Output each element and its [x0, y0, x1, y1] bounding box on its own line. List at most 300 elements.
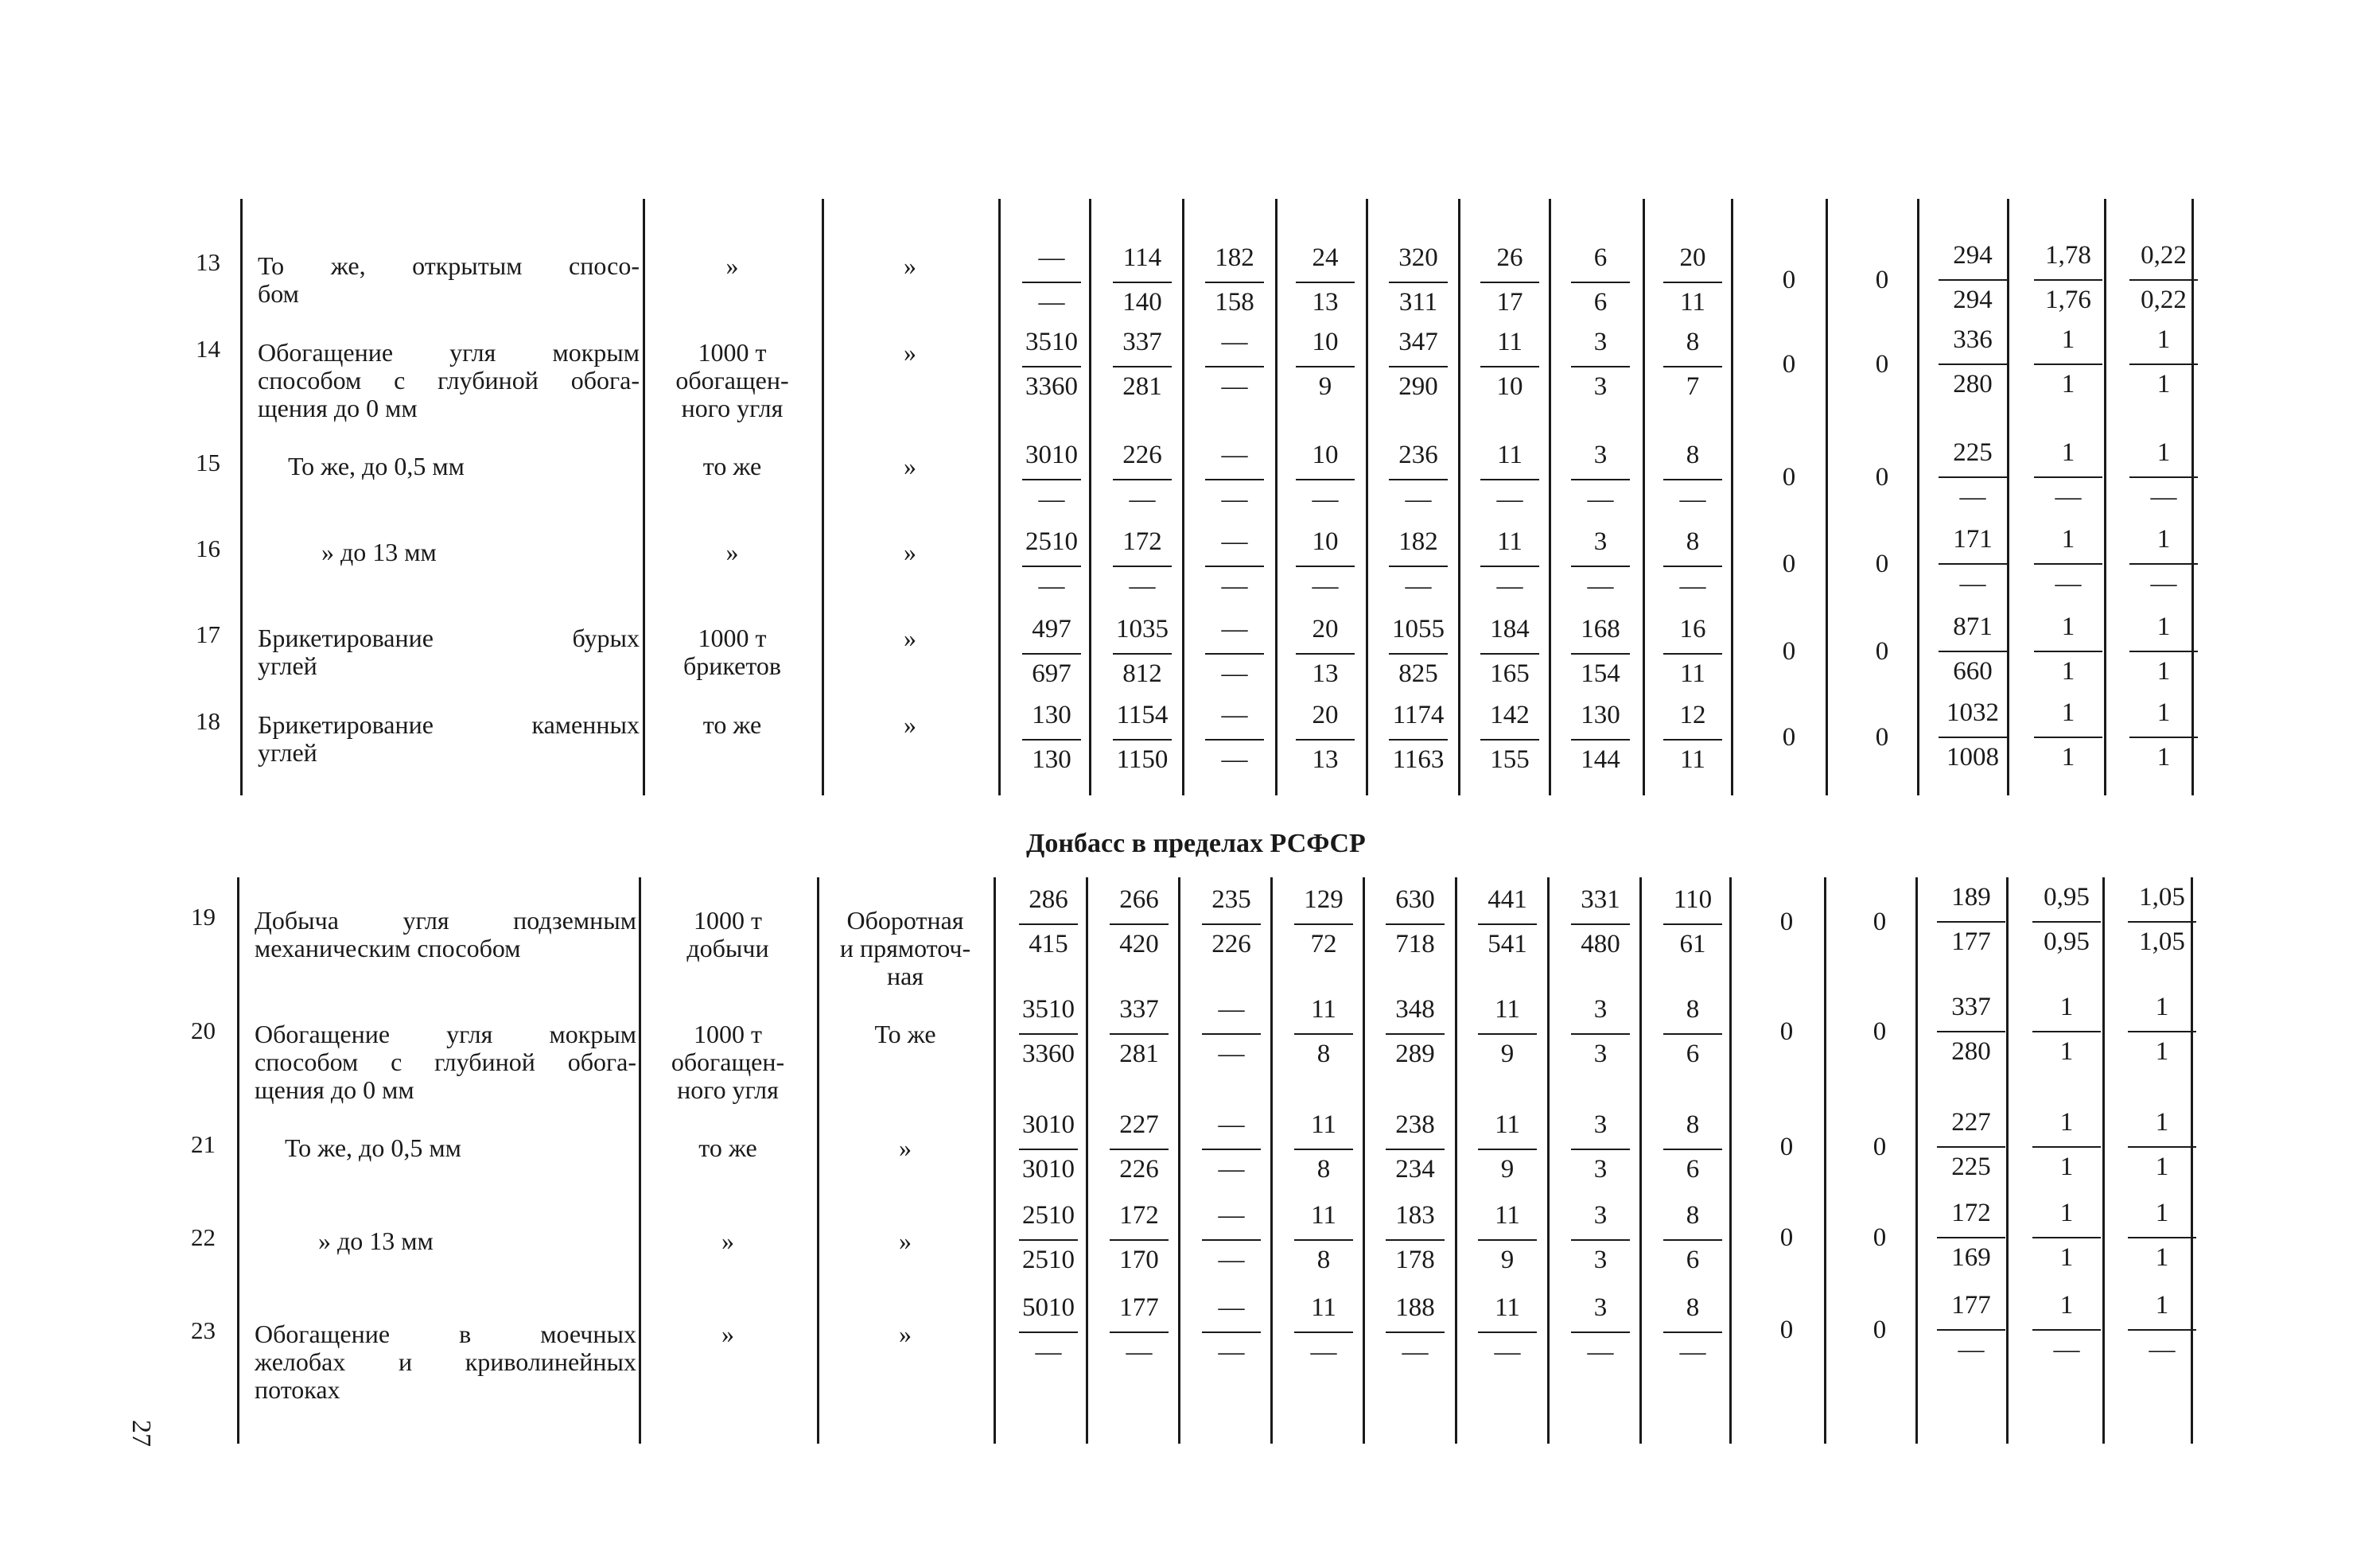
fraction-denominator: — [1959, 483, 1986, 511]
fraction-cell [1095, 616, 1190, 702]
fraction-numerator: 1 [2059, 993, 2074, 1021]
fraction-bar [1480, 282, 1539, 283]
fraction-cell [1645, 442, 1740, 528]
fraction-denominator: 1 [2155, 1243, 2169, 1272]
supply-mode-cell [822, 339, 998, 367]
fraction-bar [1663, 1239, 1722, 1241]
fraction-bar [1571, 1033, 1630, 1035]
fraction-cell [2114, 1200, 2210, 1286]
zero-value: 0 [1872, 1133, 1887, 1161]
fraction-denominator: 234 [1395, 1155, 1435, 1184]
fraction-denominator: — [1129, 572, 1156, 601]
fraction-bar [1571, 739, 1630, 741]
fraction-cell [2116, 327, 2211, 413]
fraction-cell [1645, 616, 1740, 702]
fraction-denominator: 1 [2061, 743, 2075, 772]
unit-line: добычи [686, 934, 769, 962]
column-rule [240, 199, 243, 795]
fraction-bar [2034, 737, 2102, 738]
fraction-bar [1389, 282, 1448, 283]
fraction-bar [1202, 1033, 1261, 1035]
row-number: 19 [191, 903, 216, 931]
fraction-denominator: 3010 [1022, 1155, 1075, 1184]
fraction-numerator: 225 [1953, 438, 1993, 467]
fraction-numerator: 3 [1593, 1110, 1608, 1139]
fraction-bar [1571, 1331, 1630, 1333]
supply-mode-line: » [899, 1320, 912, 1348]
fraction-denominator: — [1587, 1338, 1614, 1366]
fraction-cell [1645, 529, 1740, 615]
row-number: 20 [191, 1017, 216, 1044]
fraction-denominator: 294 [1953, 286, 1993, 314]
fraction-cell [1462, 442, 1558, 528]
fraction-denominator: 13 [1312, 659, 1339, 688]
fraction-bar [1478, 1149, 1537, 1150]
fraction-bar [2128, 1329, 2196, 1331]
operation-name [258, 624, 640, 680]
fraction-cell [1278, 702, 1373, 788]
fraction-cell [1001, 997, 1096, 1083]
fraction-numerator: 8 [1686, 328, 1700, 356]
fraction-cell [1187, 442, 1282, 528]
zero-value: 0 [1782, 550, 1796, 578]
fraction-numerator: 8 [1686, 527, 1700, 556]
fraction-bar [1022, 282, 1081, 283]
fraction-cell [1925, 700, 2020, 786]
zero-value: 0 [1779, 1133, 1794, 1161]
fraction-numerator: 1 [2155, 1108, 2169, 1137]
fraction-bar [1019, 1331, 1078, 1333]
fraction-denominator: 3360 [1025, 372, 1078, 401]
fraction-numerator: 2510 [1025, 527, 1078, 556]
operation-name-line: » до 13 мм [318, 1227, 434, 1255]
fraction-numerator: 1 [2155, 1199, 2169, 1227]
fraction-denominator: 480 [1581, 930, 1620, 958]
unit-line: 1000 т [698, 338, 767, 367]
fraction-numerator: 3010 [1022, 1110, 1075, 1139]
fraction-denominator: 1163 [1392, 745, 1445, 774]
fraction-cell [2020, 700, 2116, 786]
fraction-numerator: 8 [1686, 441, 1700, 469]
zero-value: 0 [1782, 723, 1796, 752]
fraction-cell [1371, 529, 1466, 615]
fraction-denominator: 155 [1490, 745, 1530, 774]
fraction-numerator: 227 [1119, 1110, 1159, 1139]
fraction-bar [1113, 739, 1172, 741]
operation-name [258, 252, 640, 308]
supply-mode-line: » [904, 338, 916, 367]
fraction-denominator: 178 [1395, 1246, 1435, 1274]
fraction-denominator: — [2150, 483, 2177, 511]
fraction-bar [1937, 1329, 2005, 1331]
fraction-denominator: 1 [2059, 1153, 2074, 1181]
fraction-numerator: 1032 [1946, 698, 1999, 727]
fraction-numerator: 1,78 [2045, 241, 2091, 270]
fraction-numerator: 26 [1496, 243, 1523, 272]
fraction-denominator: 3 [1593, 1246, 1608, 1274]
fraction-denominator: 17 [1496, 288, 1523, 317]
fraction-cell [1004, 529, 1099, 615]
fraction-bar [1110, 1239, 1169, 1241]
fraction-cell [1276, 997, 1371, 1083]
fraction-bar [1205, 282, 1264, 283]
fraction-bar [1663, 1149, 1722, 1150]
fraction-cell [2116, 614, 2211, 700]
fraction-cell [1276, 1295, 1371, 1381]
fraction-denominator: — [1126, 1338, 1153, 1366]
fraction-bar [1389, 653, 1448, 655]
fraction-cell [1001, 1203, 1096, 1289]
zero-value: 0 [1782, 266, 1796, 294]
fraction-cell [1553, 702, 1648, 788]
unit-cell [643, 538, 822, 566]
fraction-cell [2020, 614, 2116, 700]
page-number: 27 [126, 1420, 156, 1447]
fraction-bar [1389, 566, 1448, 567]
zero-value: 0 [1779, 1316, 1794, 1344]
fraction-cell [1091, 997, 1187, 1083]
fraction-bar [1296, 653, 1355, 655]
fraction-cell [2019, 1110, 2114, 1195]
fraction-cell [1004, 702, 1099, 788]
operation-name-line: щения до 0 мм [255, 1075, 414, 1104]
unit-cell [639, 907, 817, 962]
fraction-denominator: 165 [1490, 659, 1530, 688]
fraction-bar [1937, 1031, 2005, 1032]
fraction-numerator: 172 [1119, 1201, 1159, 1230]
unit-line: то же [702, 452, 762, 480]
fraction-bar [1937, 1237, 2005, 1238]
fraction-cell [1278, 329, 1373, 415]
fraction-cell [1276, 1203, 1371, 1289]
fraction-bar [1478, 923, 1537, 925]
fraction-bar [2128, 1237, 2196, 1238]
fraction-cell [1001, 887, 1096, 973]
column-rule [1824, 877, 1826, 1444]
fraction-denominator: — [1038, 288, 1065, 317]
fraction-denominator: 6 [1686, 1246, 1700, 1274]
fraction-cell [1184, 997, 1279, 1083]
fraction-denominator: 10 [1496, 372, 1523, 401]
fraction-cell [1460, 1295, 1555, 1381]
fraction-denominator: — [2055, 483, 2082, 511]
fraction-numerator: 11 [1495, 1110, 1520, 1139]
fraction-numerator: 20 [1312, 701, 1339, 729]
fraction-denominator: 13 [1312, 745, 1339, 774]
fraction-denominator: 420 [1119, 930, 1159, 958]
fraction-cell [1925, 527, 2020, 612]
fraction-cell [1278, 529, 1373, 615]
fraction-numerator: 630 [1395, 885, 1435, 914]
fraction-numerator: 10 [1312, 527, 1339, 556]
row-number: 21 [191, 1130, 216, 1158]
fraction-bar [2032, 1237, 2101, 1238]
fraction-bar [1386, 1331, 1445, 1333]
fraction-denominator: 1 [2156, 743, 2171, 772]
fraction-cell [1278, 245, 1373, 331]
fraction-bar [1110, 1331, 1169, 1333]
fraction-cell [1091, 887, 1187, 973]
fraction-numerator: 3 [1593, 328, 1608, 356]
fraction-numerator: 337 [1122, 328, 1162, 356]
fraction-cell [2114, 884, 2210, 970]
fraction-bar [1294, 1149, 1353, 1150]
fraction-cell [2019, 1293, 2114, 1378]
fraction-denominator: — [1218, 1338, 1245, 1366]
fraction-bar [1939, 651, 2007, 652]
fraction-numerator: 337 [1951, 993, 1991, 1021]
zero-value: 0 [1872, 1316, 1887, 1344]
fraction-denominator: 3 [1593, 1155, 1608, 1184]
fraction-cell [2019, 994, 2114, 1080]
fraction-numerator: 3510 [1022, 995, 1075, 1024]
zero-value: 0 [1782, 637, 1796, 666]
fraction-numerator: — [1221, 441, 1248, 469]
fraction-cell [1923, 884, 2019, 970]
fraction-denominator: — [1038, 485, 1065, 514]
fraction-bar [1389, 479, 1448, 480]
fraction-numerator: 6 [1593, 243, 1608, 272]
fraction-denominator: — [1221, 659, 1248, 688]
fraction-denominator: 226 [1119, 1155, 1159, 1184]
fraction-cell [1645, 887, 1740, 973]
fraction-denominator: — [1959, 570, 1986, 598]
unit-line: брикетов [682, 651, 782, 680]
fraction-cell [1187, 329, 1282, 415]
fraction-bar [1939, 476, 2007, 478]
unit-cell [639, 1020, 817, 1104]
fraction-numerator: 1 [2061, 525, 2075, 554]
fraction-denominator: 8 [1316, 1246, 1331, 1274]
fraction-bar [1019, 923, 1078, 925]
fraction-bar [1205, 739, 1264, 741]
fraction-numerator: — [1221, 328, 1248, 356]
operation-name-line: Брикетирование каменных [258, 710, 640, 739]
fraction-bar [2128, 1146, 2196, 1148]
fraction-numerator: 11 [1497, 527, 1522, 556]
fraction-denominator: — [1221, 485, 1248, 514]
fraction-numerator: 266 [1119, 885, 1159, 914]
fraction-denominator: 280 [1951, 1037, 1991, 1066]
unit-cell [639, 1320, 817, 1348]
unit-cell [643, 624, 822, 680]
fraction-cell [1553, 245, 1648, 331]
fraction-denominator: 154 [1581, 659, 1620, 688]
fraction-numerator: — [1221, 615, 1248, 643]
fraction-denominator: — [1496, 572, 1523, 601]
fraction-cell [1462, 702, 1558, 788]
fraction-cell [1645, 702, 1740, 788]
fraction-numerator: 1 [2156, 525, 2171, 554]
fraction-bar [1571, 653, 1630, 655]
supply-mode-line: ная [886, 962, 924, 990]
fraction-numerator: 10 [1312, 328, 1339, 356]
operation-name-line: Обогащение в моечных [255, 1320, 636, 1348]
fraction-bar [1480, 739, 1539, 741]
fraction-denominator: — [1221, 745, 1248, 774]
fraction-bar [1937, 921, 2005, 923]
fraction-bar [1386, 1239, 1445, 1241]
fraction-denominator: — [1129, 485, 1156, 514]
fraction-cell [1187, 616, 1282, 702]
fraction-bar [1022, 653, 1081, 655]
fraction-bar [1022, 366, 1081, 367]
fraction-numerator: 189 [1951, 883, 1991, 912]
operation-name [255, 1134, 636, 1162]
fraction-cell [1645, 1112, 1740, 1198]
fraction-denominator: 3 [1593, 372, 1608, 401]
fraction-cell [2020, 527, 2116, 612]
operation-name-line: Добыча угля подземным [255, 906, 636, 935]
fraction-bar [1663, 1033, 1722, 1035]
fraction-numerator: — [1218, 995, 1245, 1024]
fraction-cell [1923, 994, 2019, 1080]
fraction-numerator: 238 [1395, 1110, 1435, 1139]
fraction-bar [1202, 1149, 1261, 1150]
fraction-numerator: 1 [2156, 698, 2171, 727]
fraction-numerator: 1 [2156, 612, 2171, 641]
supply-mode-cell [817, 1020, 994, 1048]
row-number: 13 [196, 248, 220, 276]
fraction-denominator: 541 [1488, 930, 1527, 958]
fraction-cell [1923, 1293, 2019, 1378]
fraction-cell [2114, 994, 2210, 1080]
supply-mode-line: То же [874, 1020, 936, 1048]
fraction-numerator: 11 [1311, 995, 1336, 1024]
fraction-bar [1571, 366, 1630, 367]
fraction-bar [1939, 363, 2007, 365]
fraction-bar [1110, 1149, 1169, 1150]
fraction-denominator: 697 [1032, 659, 1071, 688]
fraction-numerator: 0,22 [2141, 241, 2187, 270]
fraction-denominator: 0,22 [2141, 286, 2187, 314]
fraction-denominator: 812 [1122, 659, 1162, 688]
fraction-denominator: 2510 [1022, 1246, 1075, 1274]
fraction-denominator: 13 [1312, 288, 1339, 317]
fraction-numerator: 1154 [1116, 701, 1169, 729]
fraction-cell [1367, 997, 1463, 1083]
fraction-bar [1110, 1033, 1169, 1035]
column-rule [1826, 199, 1828, 795]
fraction-denominator: 170 [1119, 1246, 1159, 1274]
fraction-cell [2020, 243, 2116, 328]
fraction-cell [2019, 884, 2114, 970]
fraction-denominator: 8 [1316, 1155, 1331, 1184]
zero-value: 0 [1782, 350, 1796, 379]
fraction-denominator: 0,95 [2044, 927, 2090, 956]
fraction-denominator: 9 [1318, 372, 1332, 401]
fraction-numerator: 11 [1497, 441, 1522, 469]
fraction-bar [1480, 653, 1539, 655]
fraction-bar [1663, 739, 1722, 741]
fraction-numerator: 130 [1032, 701, 1071, 729]
zero-value: 0 [1872, 908, 1887, 936]
zero-value: 0 [1779, 1223, 1794, 1252]
fraction-bar [1478, 1331, 1537, 1333]
fraction-denominator: 158 [1215, 288, 1254, 317]
unit-cell [643, 711, 822, 739]
fraction-denominator: — [1312, 572, 1339, 601]
fraction-cell [1091, 1295, 1187, 1381]
fraction-numerator: 1 [2059, 1291, 2074, 1320]
fraction-bar [1022, 479, 1081, 480]
fraction-numerator: 1 [2061, 698, 2075, 727]
fraction-cell [1091, 1112, 1187, 1198]
fraction-bar [1113, 366, 1172, 367]
fraction-bar [2129, 563, 2198, 565]
fraction-denominator: — [1679, 1338, 1706, 1366]
fraction-cell [1278, 616, 1373, 702]
fraction-bar [1296, 479, 1355, 480]
fraction-numerator: 11 [1495, 1201, 1520, 1230]
fraction-cell [1367, 1203, 1463, 1289]
fraction-numerator: 441 [1488, 885, 1527, 914]
fraction-cell [1001, 1112, 1096, 1198]
fraction-bar [1296, 739, 1355, 741]
fraction-numerator: 172 [1122, 527, 1162, 556]
fraction-cell [1923, 1200, 2019, 1286]
unit-cell [639, 1134, 817, 1162]
fraction-bar [1663, 566, 1722, 567]
fraction-numerator: 1 [2061, 325, 2075, 354]
fraction-bar [1663, 366, 1722, 367]
zero-value: 0 [1779, 1017, 1794, 1046]
fraction-denominator: 11 [1680, 288, 1705, 317]
fraction-denominator: — [1221, 572, 1248, 601]
operation-name-line: способом с глубиной обога- [258, 366, 640, 395]
supply-mode-cell [822, 538, 998, 566]
fraction-numerator: 10 [1312, 441, 1339, 469]
fraction-denominator: 6 [1686, 1040, 1700, 1068]
fraction-numerator: 16 [1679, 615, 1706, 643]
unit-line: » [721, 1320, 734, 1348]
fraction-bar [1663, 479, 1722, 480]
operation-name [255, 1320, 636, 1404]
zero-value: 0 [1872, 1017, 1887, 1046]
fraction-numerator: 11 [1311, 1201, 1336, 1230]
fraction-denominator: 1 [2061, 657, 2075, 686]
fraction-numerator: 3510 [1025, 328, 1078, 356]
fraction-numerator: 1174 [1392, 701, 1445, 729]
fraction-numerator: 336 [1953, 325, 1993, 354]
fraction-bar [1019, 1033, 1078, 1035]
operation-name [255, 907, 636, 962]
zero-value: 0 [1782, 463, 1796, 492]
fraction-numerator: 0,95 [2044, 883, 2090, 912]
zero-value: 0 [1875, 637, 1889, 666]
fraction-bar [1022, 739, 1081, 741]
fraction-numerator: 8 [1686, 1110, 1700, 1139]
fraction-numerator: 182 [1398, 527, 1438, 556]
fraction-cell [1460, 887, 1555, 973]
unit-cell [643, 252, 822, 280]
fraction-bar [1663, 923, 1722, 925]
fraction-bar [1202, 1239, 1261, 1241]
fraction-cell [1095, 529, 1190, 615]
fraction-bar [1113, 653, 1172, 655]
fraction-bar [1937, 1146, 2005, 1148]
fraction-denominator: — [1312, 485, 1339, 514]
fraction-bar [2129, 737, 2198, 738]
fraction-cell [1645, 245, 1740, 331]
fraction-cell [1553, 329, 1648, 415]
fraction-numerator: 8 [1686, 1293, 1700, 1322]
zero-value: 0 [1875, 723, 1889, 752]
operation-name-line: механическим способом [255, 934, 521, 962]
supply-mode-cell [822, 453, 998, 480]
fraction-denominator: 289 [1395, 1040, 1435, 1068]
fraction-bar [2032, 921, 2101, 923]
